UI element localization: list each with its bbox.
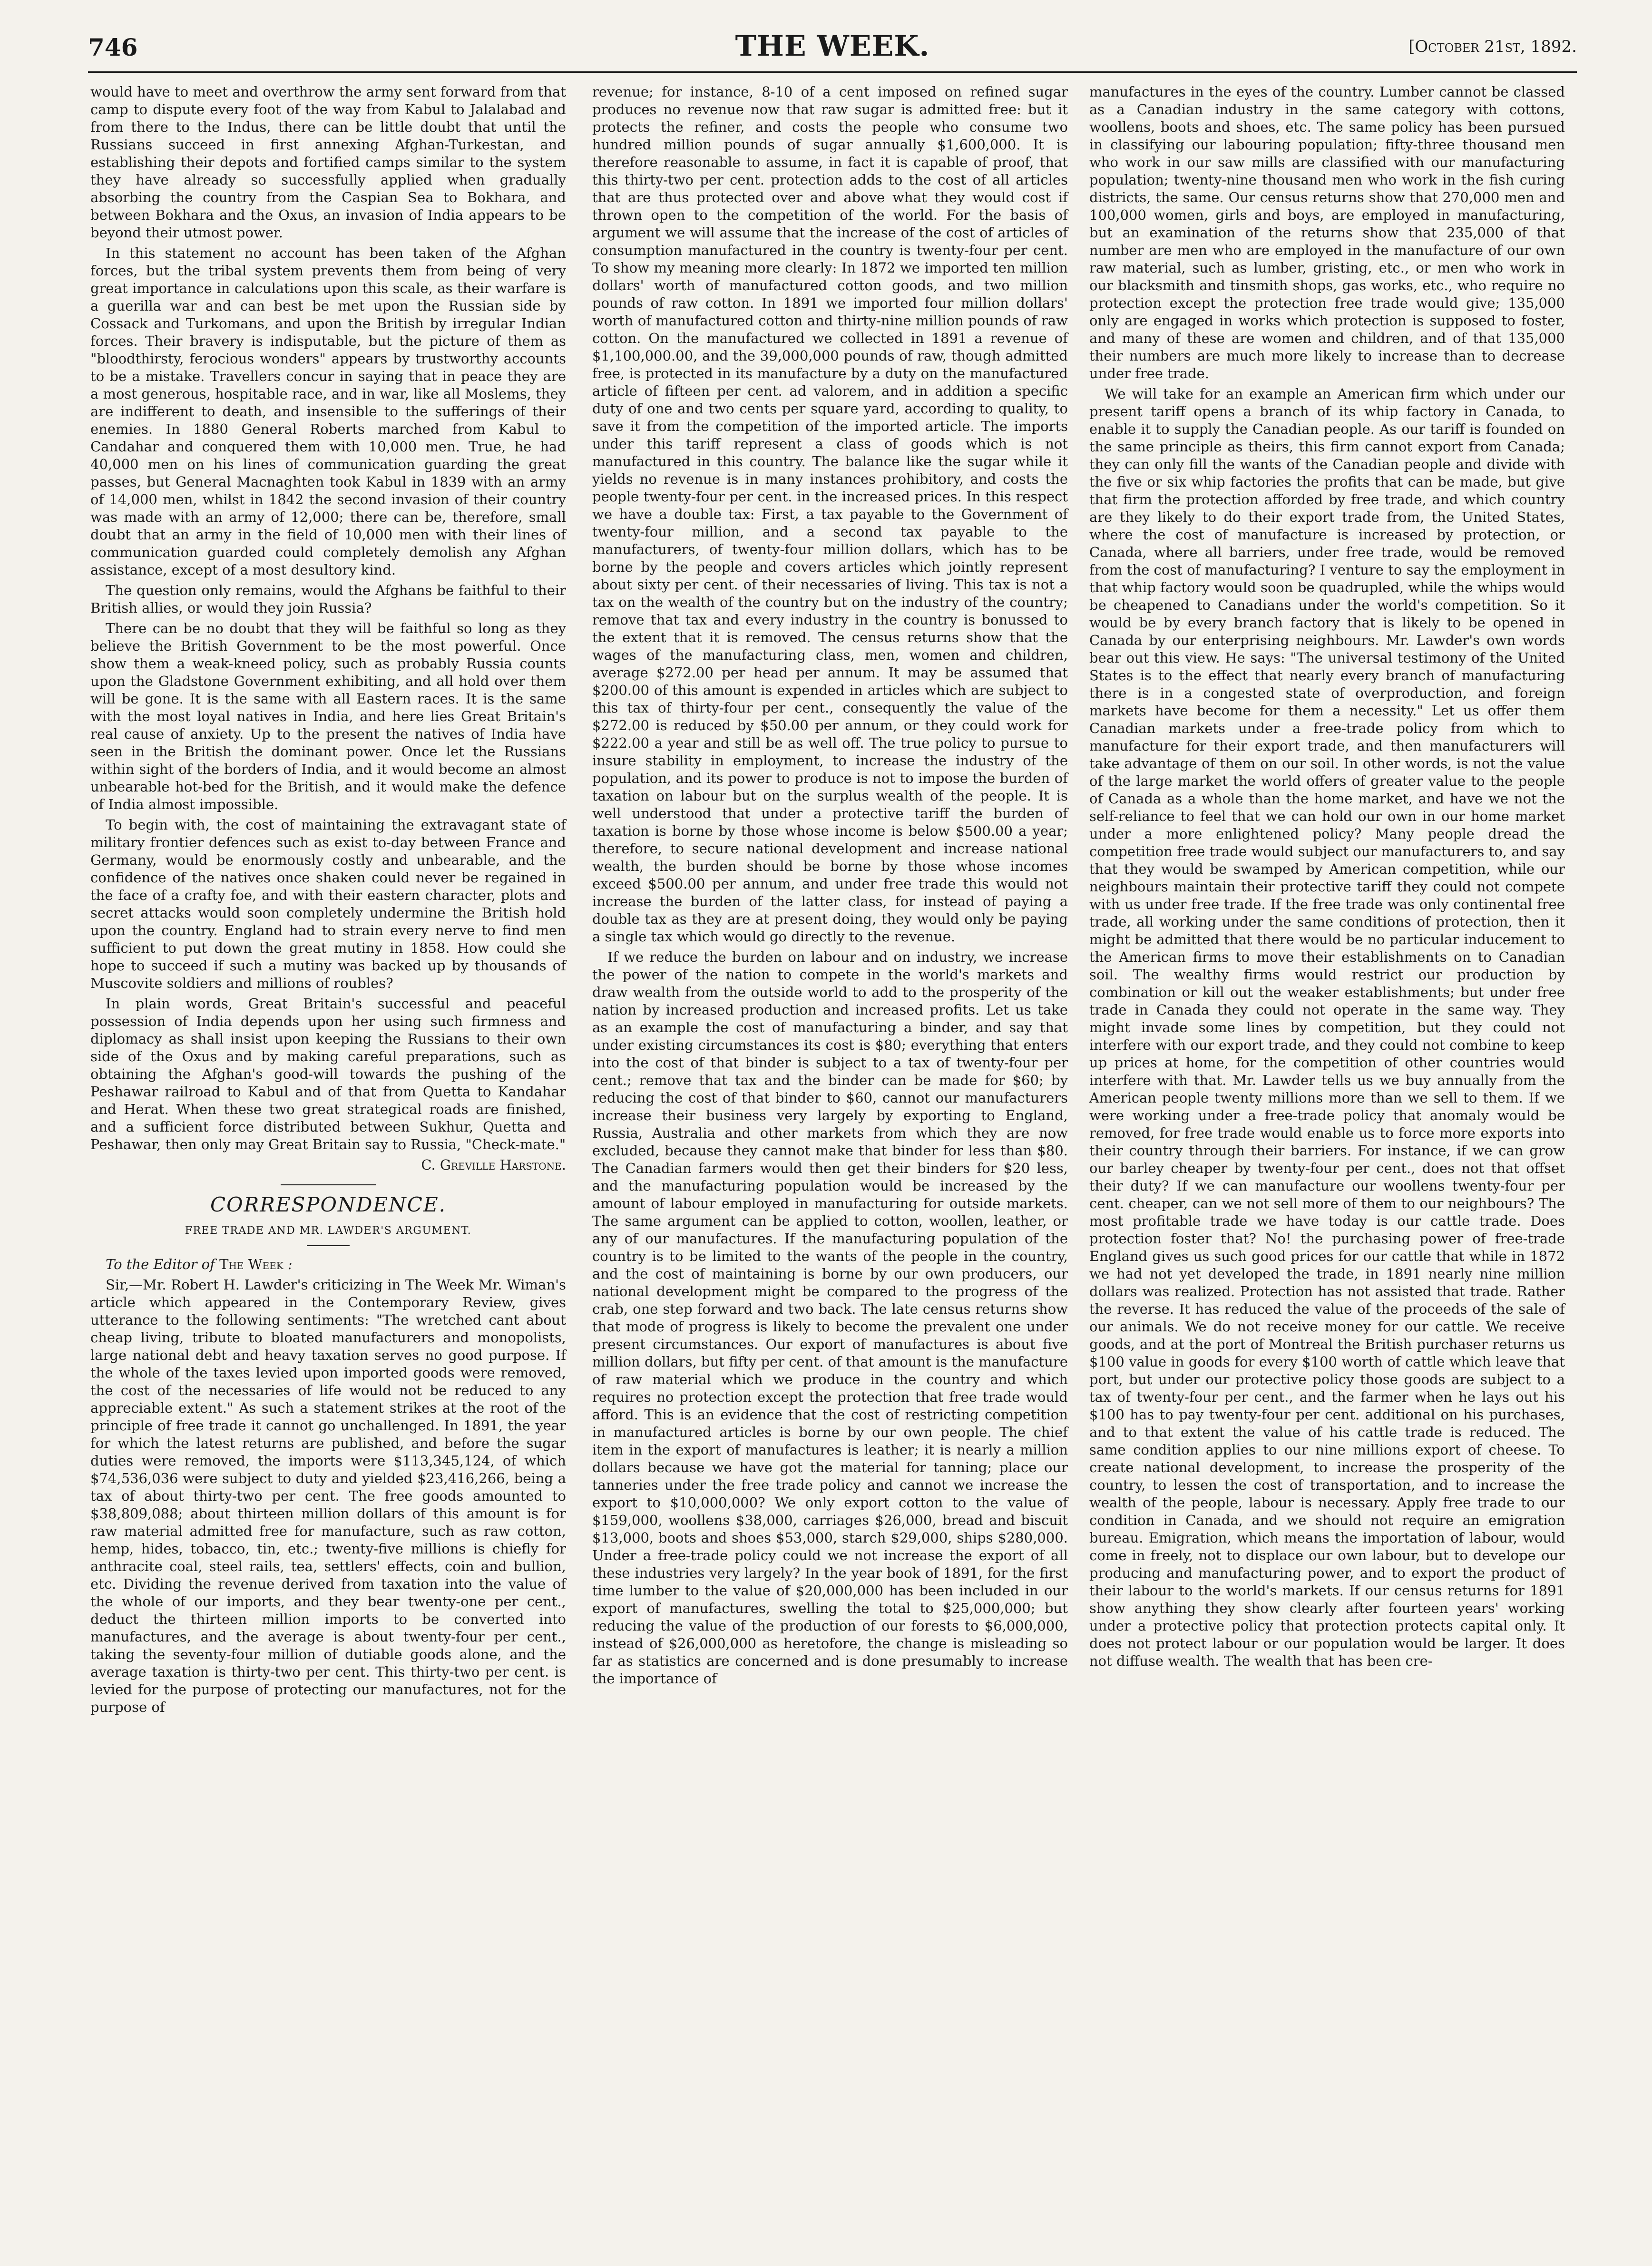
page-header xyxy=(88,29,1577,71)
salutation-prefix: To the Editor of xyxy=(106,1256,215,1272)
header-rule xyxy=(88,71,1577,73)
page-number: 746 xyxy=(88,33,138,61)
article-paragraph: would have to meet and overthrow the army sent forward from that camp to dispute every foot of the way from Kabul to Jalalabad and from there to the Indus, there can be little doubt that until the Russians succeed in first annexing Afghan-Turkestan, and establishing their depots and fortified camps similar to the system they have already so successfully applied when gradually absorbing the country from the Caspian Sea to Bokhara, and between Bokhara and the Oxus, an invasion of India appears to be beyond their utmost power. xyxy=(90,84,566,241)
article-paragraph: The question only remains, would the Afghans be faithful to their British allies, or would they join Russia? xyxy=(90,582,566,616)
letter-paragraph: revenue; for instance, 8-10 of a cent imposed on refined sugar produces no revenue now that raw sugar is admitted free: but it protects the refiner, and costs the people who consume two hundred million pounds of sugar annually $1,600,000. It is therefore reasonable to assume, in fact it is capable of proof, that this thirty-two per cent. protection adds to the cost of all articles that are thus protected over and above what they would cost if thrown open to the competition of the world. For the basis of argument we will assume that the increase of the cost of articles of consumption manufactured in the country is twenty-four per cent. To show my meaning more clearly: In 1872 we imported ten million dollars' worth of manufactured cotton goods, and two million pounds of raw cotton. In 1891 we imported four million dollars' worth of manufactured cotton and thirty-nine million pounds of raw cotton. On the manufactured we collected in 1891 a revenue of $1,100,000.00, and the 39,000,000 pounds of raw, though admitted free, is protected in its manufacture by a duty on the manufactured article of fifteen per cent. ad valorem, and in addition a specific duty of one and two cents per square yard, according to quality, to save it from the competition of the imported article. The imports under this tariff represent a class of goods which is not manufactured in this country. The balance like the sugar while it yields no revenue is in many instances prohibitory, and costs the people twenty-four per cent. in the increased prices. In this respect we have a double tax: First, a tax payable to the Government of twenty-four million, and a second tax payable to the manufacturers, of twenty-four million dollars, which has to be borne by the people and covers articles which jointly represent about sixty per cent. of their necessaries of living. This tax is not a tax on the wealth of the country but on the industry of the country; remove that tax and every industry in the country is bonussed to the extent that it is removed. The census returns show that the wages of the manufacturing class, men, women and children, average $272.00 per head per annum. It may be assumed that $200.00 of this amount is expended in articles which are subject to this tax of thirty-four per cent., consequently the value of the $272.00 is reduced by $50.00 per annum, or they could work for $222.00 a year and still be as well off. The true policy to pursue to insure stability in employment, to increase the industry of the population, and its power to produce is not to impose the burden of taxation on labour but on the surplus wealth of the people. It is well understood that under a protective tariff the burden of taxation is borne by those whose income is below $500.00 a year; therefore, to secure national development and increase national wealth, the burden should be borne by those whose incomes exceed $500.00 per annum, and under free trade this would not increase the burden of the latter class, for instead of paying a double tax as they are at present doing, they would only be paying a single tax which would go directly to the revenue. xyxy=(592,84,1068,945)
article-paragraph: In plain words, Great Britain's successful and peaceful possession of India depends upon her using such firmness and diplomacy as shall insist upon keeping the Russians to their own side of the Oxus and by making careful preparations, such as obtaining the Afghan's good-will towards the pushing of the Peshawar railroad to Kabul and of that from Quetta to Kandahar and Herat. When these two great strategical roads are finished, and a sufficient force distributed between Sukhur, Quetta and Peshawar, then only may Great Britain say to Russia, "Check-mate." xyxy=(90,996,566,1153)
issue-date: [October 21st, 1892. xyxy=(1408,37,1577,56)
salutation-suffix: : xyxy=(287,1256,293,1272)
section-divider xyxy=(281,1184,376,1185)
salutation-publication: The Week xyxy=(219,1256,283,1272)
column-2 xyxy=(592,83,1068,1690)
letter-paragraph: If we reduce the burden on labour and on industry, we increase the power of the nation to compete in the world's markets and draw wealth from the outside world to add to the prosperity of the nation by increased production and increased profits. Let us take as an example the cost of manufacturing a binder, and say that under existing circumstances its cost is $80; everything that enters into the cost of that binder is subject to a tax of twenty-four per cent.; remove that tax and the binder can be made for $60; by reducing the cost of that binder to $60, cannot our manufacturers increase their business very largely by exporting to England, Russia, Australia and other markets from which they are now excluded, because they cannot make that binder for less than $80. The Canadian farmers would then get their binders for $20 less, and the manufacturing population would be increased by the amount of labour employed in manufacturing for outside markets. The same argument can be applied to cotton, woollen, leather, or any of our manufactures. If the manufacturing population of the country is to be limited to the wants of the people in the country, and the cost of maintaining is borne by our own producers, our national development might be compared to the progress of the crab, one step forward and two back. The late census returns show that mode of progress is likely to become the prevalent one under present circumstances. Our export of manufactures is about five million dollars, but fifty per cent. of that amount is the manufacture of raw material which we produce in the country and which requires no protection except the protection that free trade would afford. This is an evidence that the cost of restricting competition in manufactured articles is borne by our own people. The chief item in the export of manufactures is leather; it is nearly a million dollars because we have got the material for tanning; place our tanneries under the free trade policy and cannot we increase the export to $10,000,000? We only export cotton to the value of $159,000, woollens $38,000, carriages $26,000, bread and biscuit $13,000, boots and shoes $53,000, starch $29,000, ships $280,000. Under a free-trade policy could we not increase the export of all these industries very largely? In the year book of 1891, for the first time lumber to the value of $20,000,000 has been included in our export of manufactures, swelling the total to $25,000,000; but reducing the value of the production of our forests to $6,000,000, instead of $26,000,000 as heretofore, the change is misleading so far as statistics are concerned and is done presumably to increase the importance of xyxy=(592,949,1068,1687)
section-title: CORRESPONDENCE. xyxy=(210,1193,446,1216)
letter-paragraph: We will take for an example an American firm which under our present tariff opens a branch of its whip factory in Canada, to enable it to supply the Canadian people. As our tariff is founded on the same principle as theirs, this firm cannot export from Canada; they can only fill the wants of the Canadian people and divide with the five or six whip factories the profits that can be made, but give that firm the protection afforded by free trade, and which country are they likely to do their export trade from, the United States, where the cost of manufacture is increased by protection, or Canada, where all barriers, under free trade, would be removed from the cost of manufacturing? I venture to say the employment in that whip factory would soon be quadrupled, while the whips would be cheapened to Canadians under the world's competition. So it would be by every branch factory that is likely to be opened in Canada by our enterprising neighbours. Mr. Lawder's own words bear out this view. He says: "The universal testimony of the United States is to the effect that nearly every branch of manufacturing there is in a congested state of overproduction, and foreign markets have become for them a necessity." Let us offer them Canadian markets under a free-trade policy from which to manufacture for their export trade, and then manufacturers will take advantage of them on our soil. In other words, is not the value of the large market the world offers of greater value to the people of Canada as a whole than the home market, and have we not the self-reliance to feel that we can hold our own in our home market under a more enlightened policy? Many people dread the competition free trade would subject our manufacturers to, and say that they would be swamped by American competition, while our neighbours maintain their protective tariff they could not compete with us under free trade. If the free trade was only continental free trade, all working under the same conditions of protection, then it might be admitted that there would be no particular inducement to the American firms to move their establishments on to Canadian soil. The wealthy firms would restrict our production by combination or kill out the weaker establishments; but under free trade in Canada they could not operate in the same way. They might invade some lines by competition, but they could not interfere with our export trade, and they could not combine to keep up prices at home, for the competition of other countries would interfere with that. Mr. Lawder tells us we buy annually from the American people twenty millions more than we sell to them. If we were working under a free-trade policy that anomaly would be removed, for free trade would enable us to force more exports into their country through their barriers. For instance, if we can grow our barley cheaper by twenty-four per cent., does not that offset their duty? If we can manufacture our woollens twenty-four per cent. cheaper, can we not sell more of them to our neighbours? The most profitable trade we have today is our cattle trade. Does protection foster that? No! the purchasing power of free-trade England gives us such good prices for our cattle that while in 1872 we had not yet developed the trade, in 1891 nearly nine million dollars was realized. Protection has not assisted that trade. Rather the reverse. It has reduced the value of the proceeds of the sale of our animals. We do not receive money for our cattle. We receive goods, and at the port of Montreal the British purchaser returns us $100 value in goods for every $100 worth of cattle which leave that port, but under our protective policy those goods are subject to a tax of twenty-four per cent., and the farmer when he lays out his $100 has to pay twenty-four per cent. additional on his purchases, and to that extent the value of his cattle trade is reduced. The same condition applies to our nine millions export of cheese. To create national development, to increase the prosperity of the country, to lessen the cost of transportation, and to increase the wealth of the people, labour is necessary. Apply free trade to our condition in Canada, and we should not require an emigration bureau. Emigration, which means the importation of labour, would come in freely, not to displace our own labour, but to develope our producing and manufacturing power, and to export the product of their labour to the world's markets. If our census returns for 1891 show anything they show clearly after fourteen years' working under a protective policy that protection protects capital only. It does not protect labour or our population would be larger. It does not diffuse wealth. The wealth that has been cre- xyxy=(1089,386,1565,1669)
letter-subtitle: FREE TRADE AND MR. LAWDER'S ARGUMENT. xyxy=(185,1225,472,1237)
article-paragraph: To begin with, the cost of maintaining the extravagant state of military frontier defences such as exist to-day between France and Germany, would be enormously costly and unbearable, and the confidence of the natives once shaken could never be regained in the face of a crafty foe, and with their eastern character, plots and secret attacks would soon completely undermine the British hold upon the country. England had to strain every nerve to find men sufficient to put down the great mutiny in 1858. How could she hope to succeed if such a mutiny was backed up by thousands of Muscovite soldiers and millions of roubles? xyxy=(90,817,566,991)
letter-paragraph: Sir,—Mr. Robert H. Lawder's criticizing in The Week Mr. Wiman's article which appeared in the Contemporary Review, gives utterance to the following sentiments: "The wretched cant about cheap living, tribute to bloated manufacturers and monopolists, large national debt and heavy taxation serves no good purpose. If the whole of the taxes levied upon imported goods were removed, the cost of the necessaries of life would not be reduced to any appreciable extent." As such a statement strikes at the root of the principle of free trade it cannot go unchallenged. In 1891, the year for which the latest returns are published, and before the sugar duties were removed, the imports were $113,345,124, of which $74,536,036 were subject to duty and yielded $23,416,266, being a tax of about thirty-two per cent. The free goods amounted to $38,809,088; about thirteen million dollars of this amount is for raw material admitted free for manufacture, such as raw cotton, hemp, hides, tobacco, tin, etc.; twenty-five millions is chiefly for anthracite coal, steel rails, tea, settlers' effects, coin and bullion, etc. Dividing the revenue derived from taxation into the value of the whole of our imports, and they bear twenty-one per cent., deduct the thirteen million imports to be converted into manufactures, and the average is about twenty-four per cent., taking the seventy-four million of dutiable goods alone, and the average taxation is thirty-two per cent. This thirty-two per cent. is levied for the purpose of protecting our manufactures, not for the purpose of xyxy=(90,1277,566,1715)
subtitle-rule xyxy=(307,1245,350,1246)
article-paragraph: There can be no doubt that they will be faithful so long as they believe the British Government to be the most powerful. Once show them a weak-kneed policy, such as probably Russia counts upon the Gladstone Government exhibiting, and all hold over them will be gone. It is the same with all Eastern races. It is the same with the most loyal natives in India, and here lies Great Britain's real cause of anxiety. Up to the present the natives of India have seen in the British the dominant power. Once let the Russians within sight of the borders of India, and it would become an almost unbearable hot-bed for the British, and it would make the defence of India almost impossible. xyxy=(90,620,566,812)
column-3 xyxy=(1089,83,1565,1673)
masthead-title: THE WEEK. xyxy=(735,29,930,63)
article-signature: C. Greville Harstone. xyxy=(421,1157,566,1173)
article-paragraph: In this statement no account has been taken of the Afghan forces, but the tribal system prevents them from being of very great importance in calculations upon this scale, as their warfare is a guerilla war and can best be met upon the Russian side by Cossack and Turkomans, and upon the British by irregular Indian forces. Their bravery is indisputable, but the picture of them as "bloodthirsty, ferocious wonders" appears by trustworthy accounts to be a mistake. Travellers concur in saying that in peace they are a most generous, hospitable race, and in war, like all Moslems, they are indifferent to death, and insensible to the sufferings of their enemies. In 1880 General Roberts marched from Kabul to Candahar and conquered them with 10,000 men. True, he had 40,000 men on his lines of communication guarding the great passes, but General Macnaghten took Kabul in 1839 with an army of 14,000 men, whilst in 1842 the second invasion of their country was made with an army of 12,000; there can be, therefore, small doubt that an army in the field of 10,000 men with their lines of communication guarded could completely demolish any Afghan assistance, except of a most desultory kind. xyxy=(90,245,566,578)
column-1 xyxy=(90,83,566,1719)
letter-salutation xyxy=(90,1256,566,1273)
letter-paragraph: manufactures in the eyes of the country. Lumber cannot be classed as a Canadian industry in the same category with cottons, woollens, boots and shoes, etc. The same policy has been pursued in classifying our labouring population; fifty-three thousand men who work in our saw mills are classified with our manufacturing population; twenty-nine thousand men who work in the fish curing districts, the same. Our census returns show that 270,000 men and 100,000 women, girls and boys, are employed in manufacturing, but an examination of the returns show that 235,000 of that number are men who are employed in the manufacture of our own raw material, such as lumber, gristing, etc., or men who work in our blacksmith and tinsmith shops, gas works, etc., who require no protection except the protection free trade would give; 135,000 only are engaged in works which protection is supposed to foster, and many of these are women and children, and of that 135,000 their numbers are much more likely to increase than to decrease under free trade. xyxy=(1089,84,1565,381)
